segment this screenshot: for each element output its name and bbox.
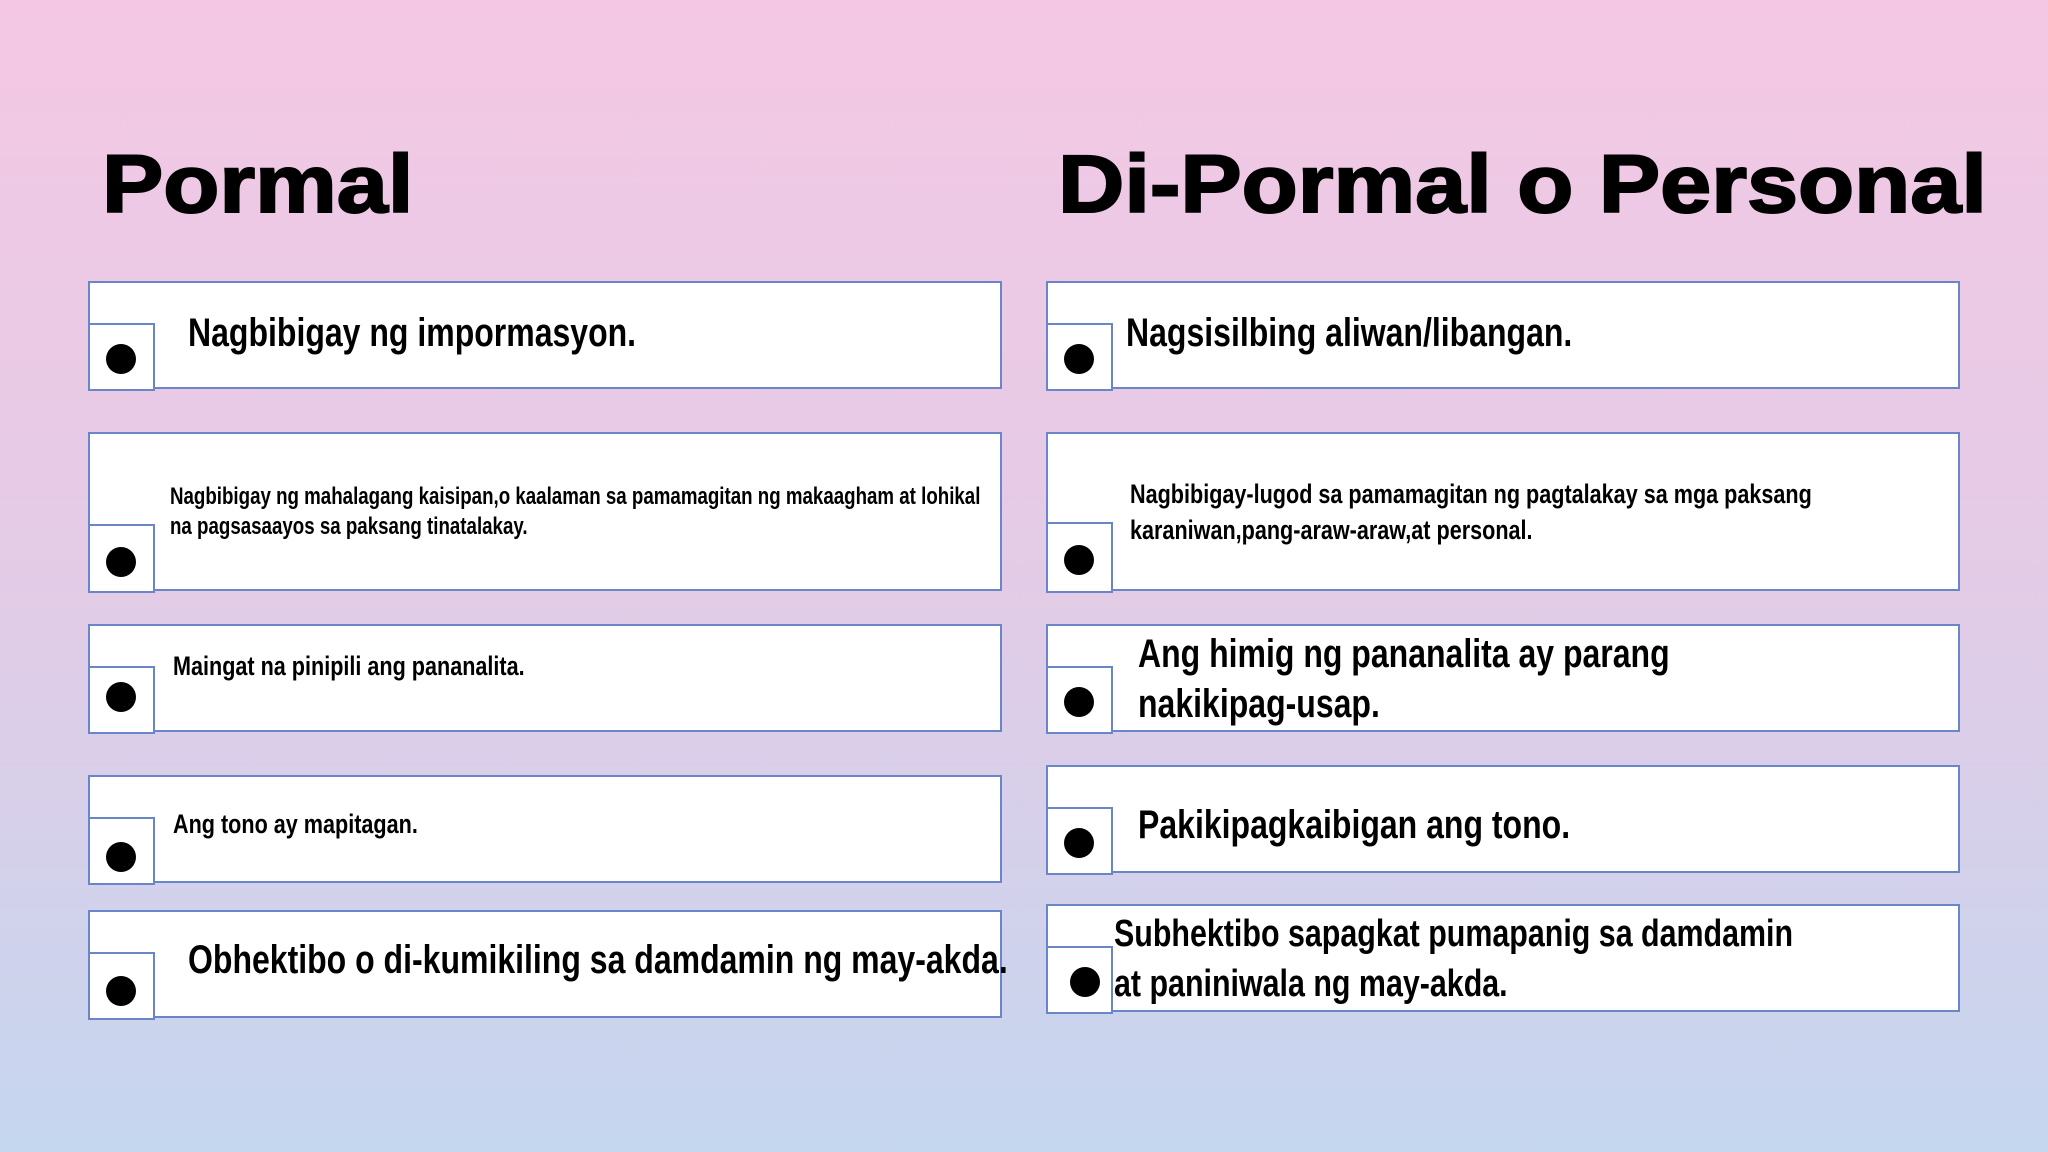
bullet-icon: [1064, 344, 1094, 374]
list-item: [1046, 432, 1960, 591]
list-item: [1046, 281, 1960, 389]
bullet-icon: [106, 976, 136, 1006]
list-item: [88, 281, 1002, 389]
bullet-cell: [1046, 946, 1113, 1014]
list-item: [1046, 624, 1960, 732]
list-item: [1046, 904, 1960, 1012]
list-item: [88, 432, 1002, 591]
bullet-icon: [1064, 687, 1094, 717]
list-item-text: Nagbibigay ng mahalagang kaisipan,o kaalaman sa pamamagitan ng makaagham at lohikal na pagsasaayos sa paksang tinatalakay.: [170, 483, 981, 540]
bullet-cell: [88, 323, 155, 391]
bullet-cell: [1046, 666, 1113, 734]
list-item-text: Nagsisilbing aliwan/libangan.: [1126, 311, 1573, 355]
bullet-cell: [88, 952, 155, 1020]
bullet-cell: [88, 666, 155, 734]
list-item-text: Maingat na pinipili ang pananalita.: [173, 651, 525, 681]
bullet-icon: [106, 682, 136, 712]
list-item-text: Obhektibo o di-kumikiling sa damdamin ng may-akda.: [188, 938, 1008, 982]
bullet-cell: [88, 524, 155, 593]
bullet-icon: [1064, 828, 1094, 858]
list-item: [1046, 765, 1960, 873]
bullet-cell: [1046, 522, 1113, 593]
list-item-text: Pakikipagkaibigan ang tono.: [1138, 803, 1571, 847]
list-item: [88, 624, 1002, 732]
list-item-text: Ang tono ay mapitagan.: [173, 809, 418, 839]
bullet-cell: [88, 817, 155, 885]
heading-di-pormal: Di-Pormal o Personal: [1058, 139, 1987, 230]
bullet-cell: [1046, 807, 1113, 875]
list-item-text: Ang himig ng pananalita ay parang nakikipag-usap.: [1138, 632, 1670, 726]
list-item-text: Nagbibigay ng impormasyon.: [188, 311, 637, 355]
list-item: [88, 910, 1008, 1018]
list-item: [88, 775, 1002, 883]
bullet-icon: [1064, 545, 1094, 575]
bullet-icon: [1070, 967, 1100, 997]
bullet-icon: [106, 842, 136, 872]
heading-pormal: Pormal: [102, 139, 414, 230]
bullet-icon: [106, 344, 136, 374]
bullet-cell: [1046, 323, 1113, 391]
list-item-text: Subhektibo sapagkat pumapanig sa damdamin at paniniwala ng may-akda.: [1114, 913, 1794, 1005]
bullet-icon: [106, 547, 136, 577]
list-item-text: Nagbibigay-lugod sa pamamagitan ng pagtalakay sa mga paksang karaniwan,pang-araw-araw,at personal.: [1130, 479, 1812, 545]
